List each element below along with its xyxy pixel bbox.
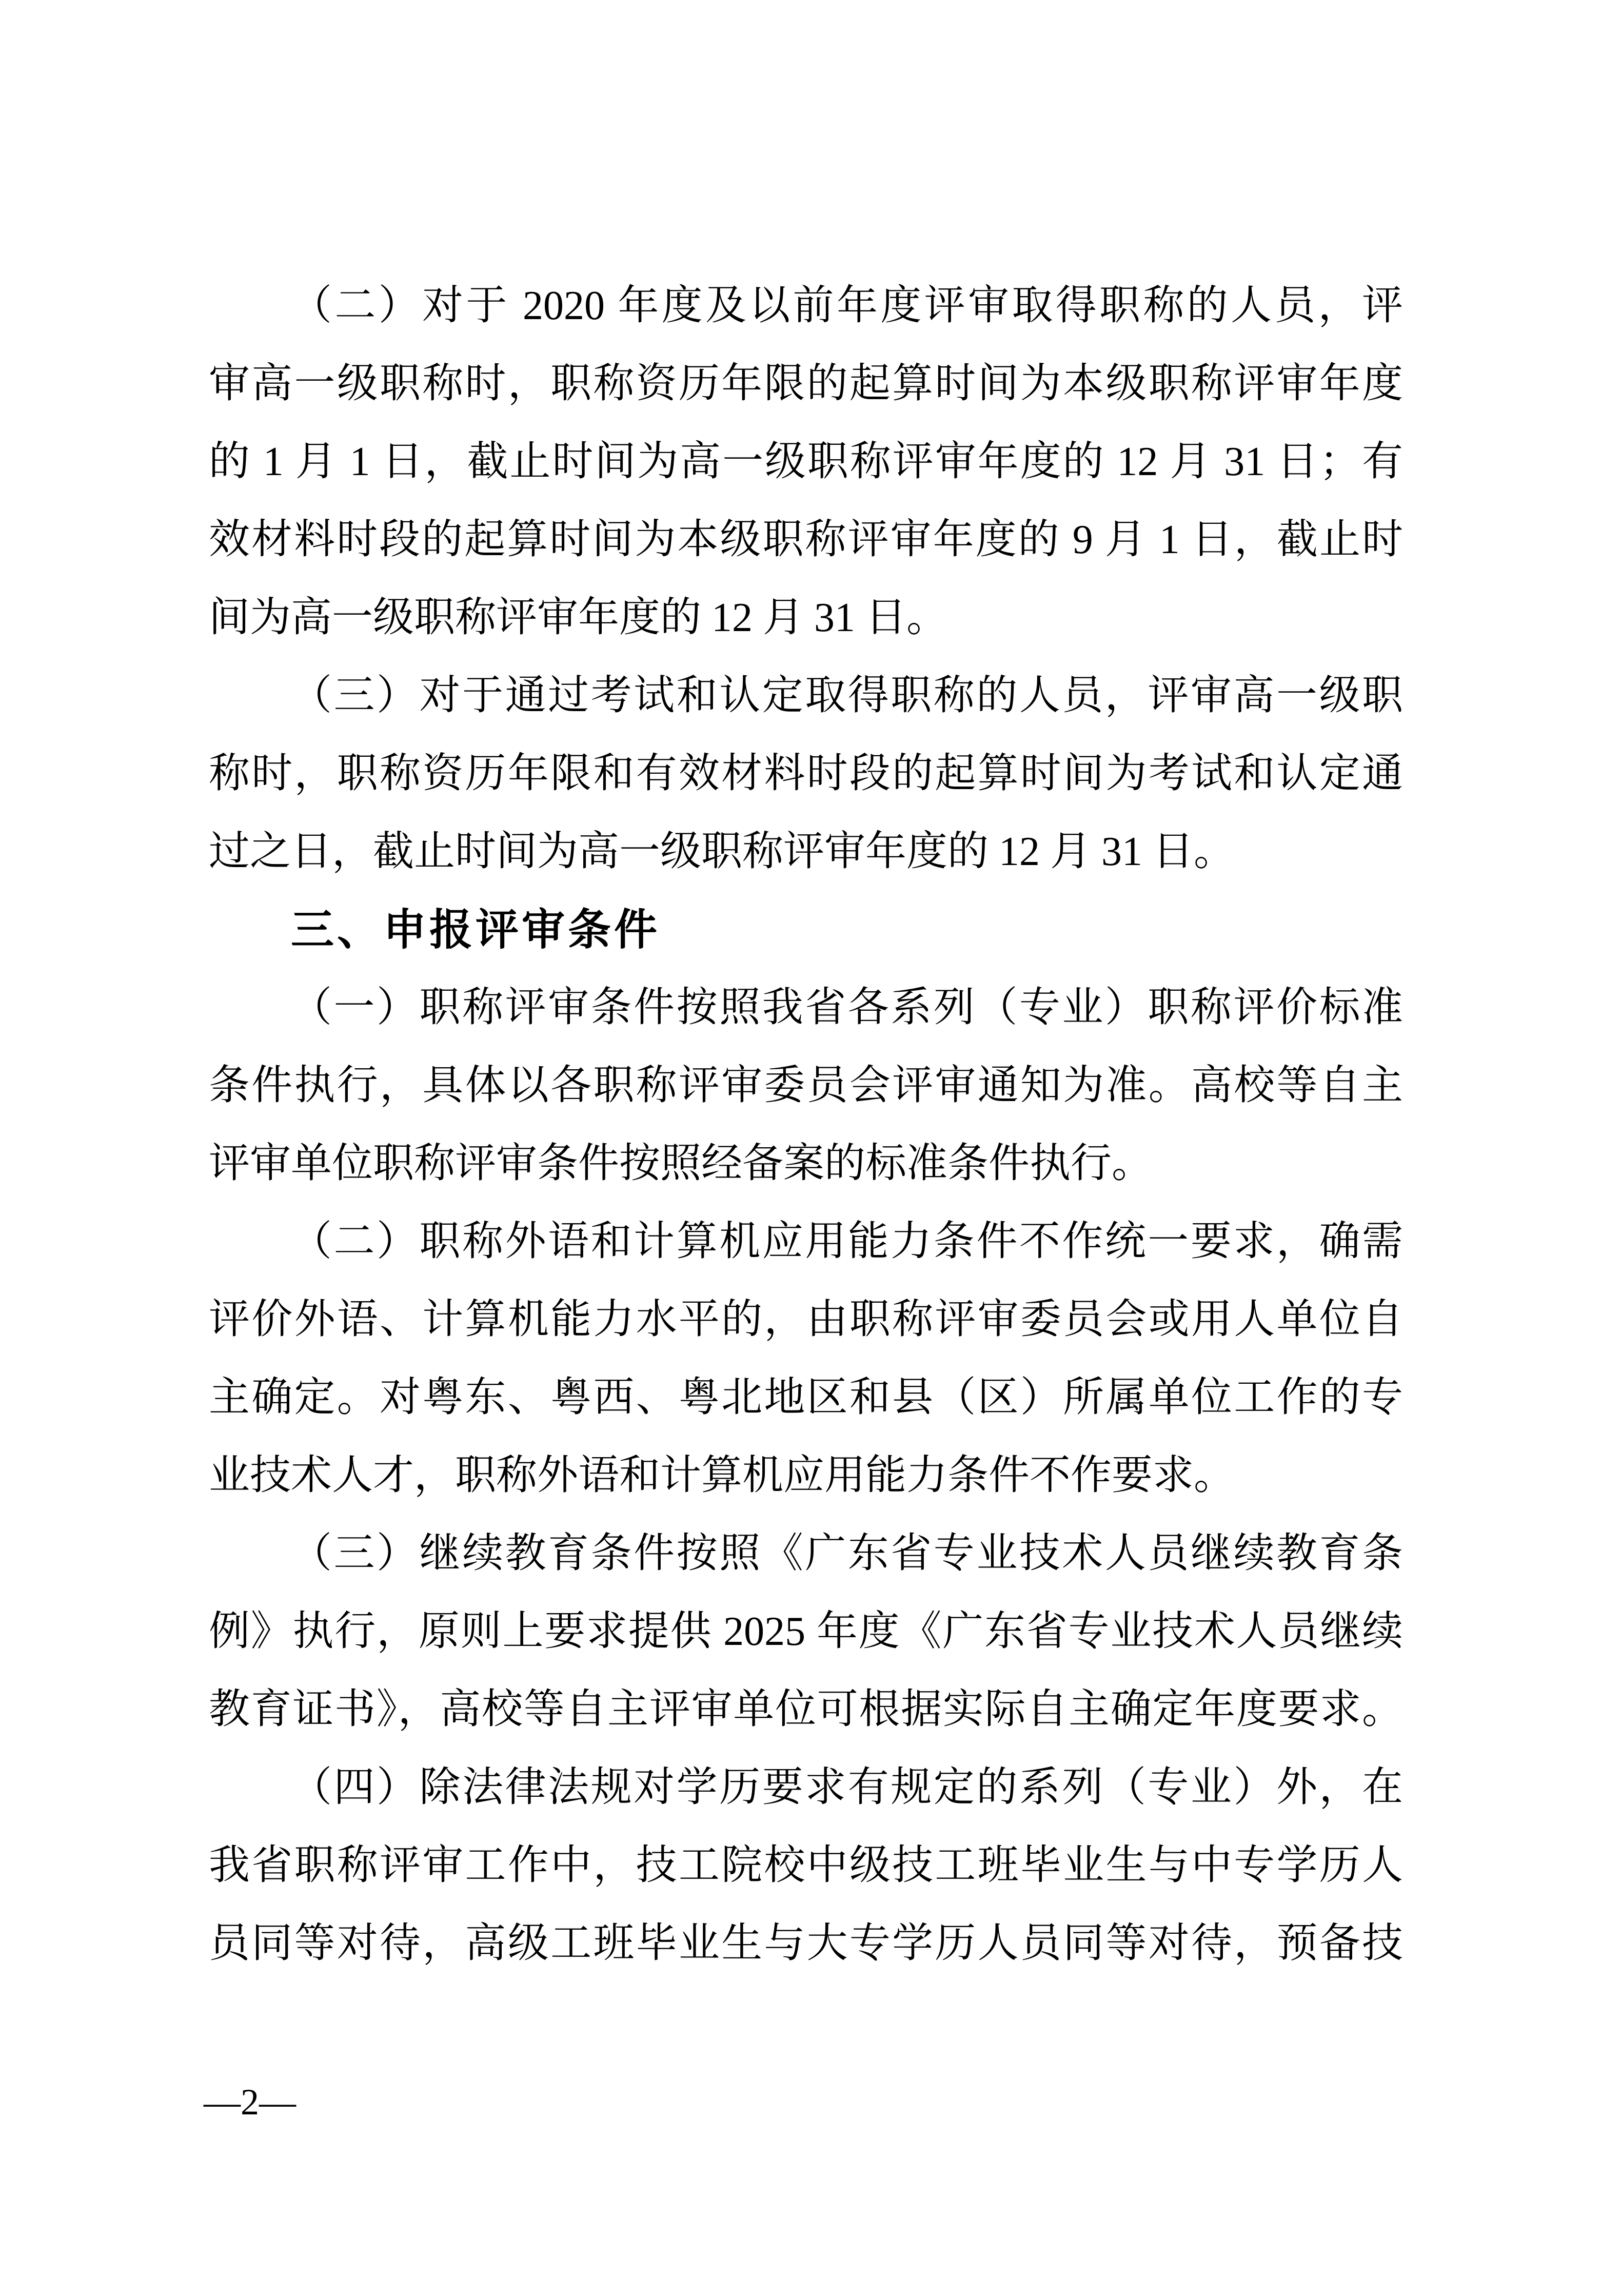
- body-line: （三）继续教育条件按照《广东省专业技术人员继续教育条: [291, 1531, 1403, 1576]
- body-line: 评价外语、计算机能力水平的，由职称评审委员会或用人单位自: [209, 1297, 1403, 1342]
- body-line: 效材料时段的起算时间为本级职称评审年度的 9 月 1 日，截止时: [209, 517, 1403, 562]
- body-line: 主确定。对粤东、粤西、粤北地区和县（区）所属单位工作的专: [209, 1375, 1403, 1420]
- body-line: 评审单位职称评审条件按照经备案的标准条件执行。: [209, 1141, 1153, 1186]
- body-line: 员同等对待，高级工班毕业生与大专学历人员同等对待，预备技: [209, 1921, 1403, 1966]
- body-line: 业技术人才，职称外语和计算机应用能力条件不作要求。: [209, 1453, 1235, 1498]
- body-line: 的 1 月 1 日，截止时间为高一级职称评审年度的 12 月 31 日；有: [209, 439, 1403, 484]
- body-line: （三）对于通过考试和认定取得职称的人员，评审高一级职: [291, 673, 1403, 718]
- body-line: （二）职称外语和计算机应用能力条件不作统一要求，确需: [291, 1219, 1403, 1264]
- body-line: （四）除法律法规对学历要求有规定的系列（专业）外，在: [291, 1765, 1403, 1810]
- body-line: 例》执行，原则上要求提供 2025 年度《广东省专业技术人员继续: [209, 1609, 1403, 1654]
- page-number: —2—: [204, 2082, 296, 2123]
- body-line: （二）对于 2020 年度及以前年度评审取得职称的人员，评: [291, 283, 1403, 328]
- document-body: [209, 267, 1403, 1983]
- body-line: 条件执行，具体以各职称评审委员会评审通知为准。高校等自主: [209, 1063, 1403, 1108]
- body-line: 称时，职称资历年限和有效材料时段的起算时间为考试和认定通: [209, 751, 1403, 796]
- body-line: （一）职称评审条件按照我省各系列（专业）职称评价标准: [291, 985, 1403, 1030]
- body-line: 过之日，截止时间为高一级职称评审年度的 12 月 31 日。: [209, 829, 1235, 874]
- body-line: 间为高一级职称评审年度的 12 月 31 日。: [209, 595, 947, 640]
- body-line: 审高一级职称时，职称资历年限的起算时间为本级职称评审年度: [209, 361, 1403, 406]
- section-heading: 三、申报评审条件: [291, 906, 661, 954]
- body-line: 我省职称评审工作中，技工院校中级技工班毕业生与中专学历人: [209, 1843, 1403, 1888]
- body-line: 教育证书》，高校等自主评审单位可根据实际自主确定年度要求。: [209, 1687, 1403, 1732]
